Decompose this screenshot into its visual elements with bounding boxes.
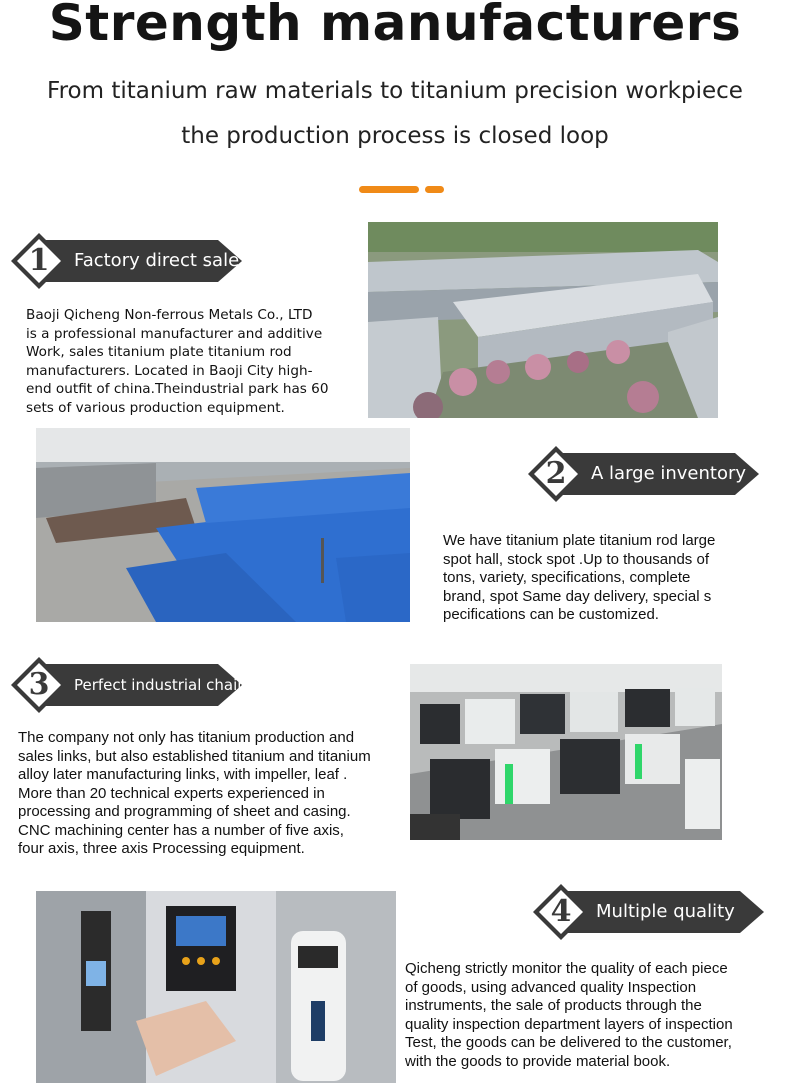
section-2-heading: A large inventory bbox=[591, 463, 747, 484]
subtitle-line-1: From titanium raw materials to titanium precision workpiece bbox=[47, 78, 743, 104]
inspection-instruments-photo bbox=[36, 891, 396, 1083]
accent-dash-short bbox=[425, 186, 444, 193]
warehouse-photo bbox=[36, 428, 410, 622]
section-3-heading: Perfect industrial chain bbox=[74, 676, 247, 694]
cnc-workshop-photo bbox=[410, 664, 722, 840]
section-4-banner bbox=[532, 883, 764, 941]
section-2-banner bbox=[527, 445, 759, 503]
section-2-text: We have titanium plate titanium rod large spot hall, stock spot .Up to thousands of tons, variety, specifications, complete brand, spot Same day delivery, special s pecifications can be customized. bbox=[443, 532, 716, 623]
accent-dash-long bbox=[359, 186, 419, 193]
page-title: Strength manufacturers bbox=[48, 0, 742, 52]
factory-aerial-photo bbox=[368, 222, 718, 418]
section-4-heading: Multiple quality bbox=[596, 901, 735, 922]
section-1-text: Baoji Qicheng Non-ferrous Metals Co., LTD is a professional manufacturer and additive Work, sales titanium plate titanium rod manufacturers. Located in Baoji City high- end outfit of china.Theindustrial park has 60 sets of various production equipment. bbox=[26, 307, 329, 416]
section-2-number: 2 bbox=[545, 456, 567, 491]
section-1-heading: Factory direct sale bbox=[74, 250, 240, 271]
section-3-banner bbox=[10, 656, 247, 714]
section-3-number: 3 bbox=[28, 667, 50, 702]
subtitle-line-2: the production process is closed loop bbox=[181, 123, 609, 149]
section-1-number: 1 bbox=[28, 243, 50, 278]
section-4-number: 4 bbox=[550, 894, 572, 929]
section-1-banner bbox=[10, 232, 242, 290]
section-4-text: Qicheng strictly monitor the quality of each piece of goods, using advanced quality Inspection instruments, the sale of products through the quality inspection department layers of inspection Test, the goods can be delivered to the customer, with the goods to provide material book. bbox=[405, 960, 733, 1070]
section-3-text: The company not only has titanium production and sales links, but also established titanium and titanium alloy later manufacturing links, with impeller, leaf . More than 20 technical experts experienced in processing and programming of sheet and casing. CNC machining center has a number of five axis, four axis, three axis Processing equipment. bbox=[18, 729, 371, 857]
